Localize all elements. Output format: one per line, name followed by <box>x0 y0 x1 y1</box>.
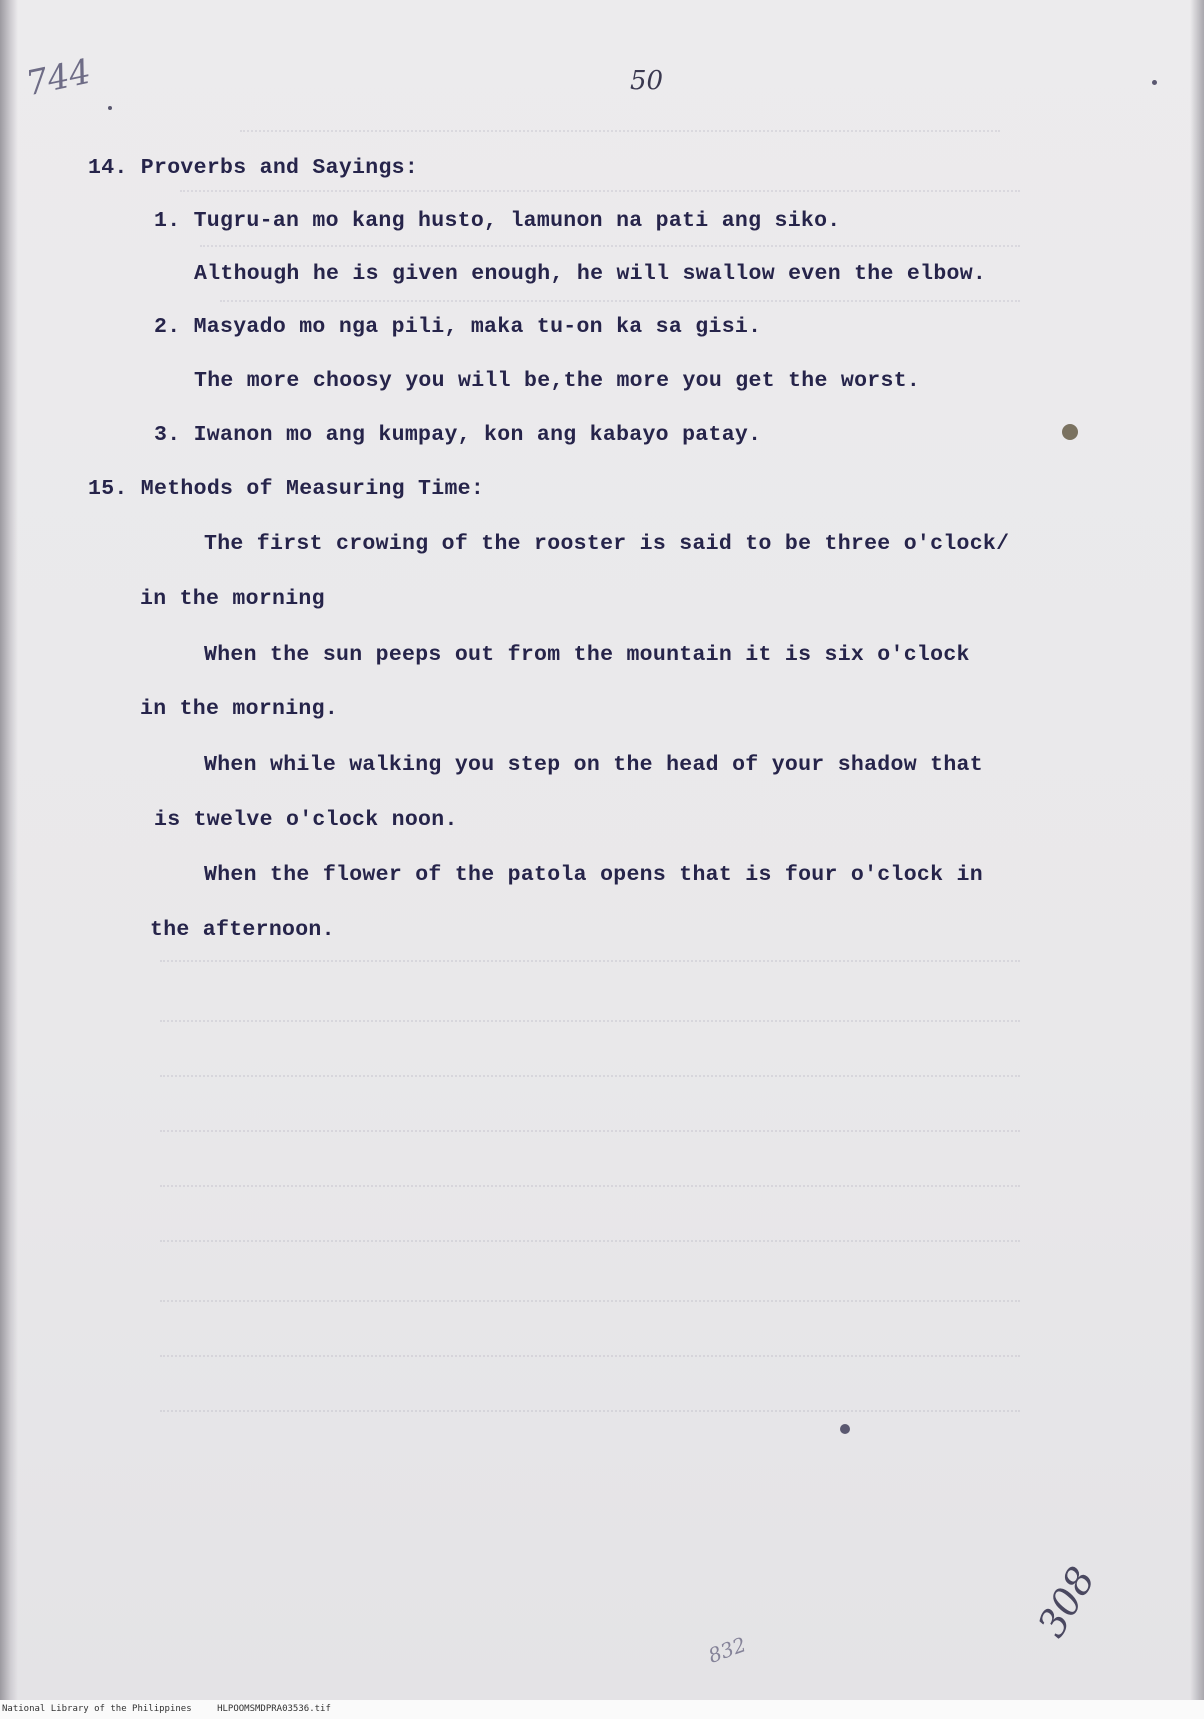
ink-speck <box>1062 424 1078 440</box>
proverb-2-english: The more choosy you will be,the more you get the worst. <box>194 369 921 393</box>
show-through-texture <box>160 1065 1020 1077</box>
show-through-texture <box>240 120 1000 132</box>
section-heading-proverbs: 14. Proverbs and Sayings: <box>88 156 419 180</box>
handwritten-number-top-left: 744 <box>22 51 95 105</box>
show-through-texture <box>160 1230 1020 1242</box>
proverb-1-native: 1. Tugru-an mo kang husto, lamunon na pati ang siko. <box>154 209 841 233</box>
section-heading-measuring-time: 15. Methods of Measuring Time: <box>88 477 485 501</box>
handwritten-number-bottom-right: 308 <box>1029 1559 1104 1645</box>
time-method-4-line-2: the afternoon. <box>150 918 335 942</box>
ink-speck <box>108 106 112 110</box>
proverb-2-native: 2. Masyado mo nga pili, maka tu-on ka sa gisi. <box>154 315 762 339</box>
show-through-texture <box>160 1400 1020 1412</box>
show-through-texture <box>160 1120 1020 1132</box>
show-through-texture <box>200 235 1020 247</box>
show-through-texture <box>160 950 1020 962</box>
footer-library-name: National Library of the Philippines <box>2 1704 192 1714</box>
time-method-1-line-2: in the morning <box>140 587 325 611</box>
show-through-texture <box>160 1345 1020 1357</box>
footer-file-name: HLPOOMSMDPRA03536.tif <box>217 1704 331 1714</box>
proverb-3-native: 3. Iwanon mo ang kumpay, kon ang kabayo patay. <box>154 423 762 447</box>
ink-speck <box>1152 80 1157 85</box>
time-method-3-line-2: is twelve o'clock noon. <box>154 808 458 832</box>
time-method-4-line-1: When the flower of the patola opens that is four o'clock in <box>204 863 983 887</box>
handwritten-number-bottom-center: 832 <box>705 1632 750 1668</box>
scan-footer <box>0 1700 1204 1719</box>
show-through-texture <box>160 1175 1020 1187</box>
page-edge-left <box>0 0 18 1700</box>
show-through-texture <box>160 1010 1020 1022</box>
proverb-1-english: Although he is given enough, he will swallow even the elbow. <box>194 262 987 286</box>
time-method-1-line-1: The first crowing of the rooster is said to be three o'clock/ <box>204 532 1010 556</box>
page-number: 50 <box>630 66 664 96</box>
ink-speck <box>840 1424 850 1434</box>
show-through-texture <box>160 1290 1020 1302</box>
show-through-texture <box>220 290 1020 302</box>
page-edge-right <box>1190 0 1204 1700</box>
show-through-texture <box>180 180 1020 192</box>
time-method-2-line-1: When the sun peeps out from the mountain it is six o'clock <box>204 643 970 667</box>
time-method-3-line-1: When while walking you step on the head of your shadow that <box>204 753 983 777</box>
time-method-2-line-2: in the morning. <box>140 697 339 721</box>
